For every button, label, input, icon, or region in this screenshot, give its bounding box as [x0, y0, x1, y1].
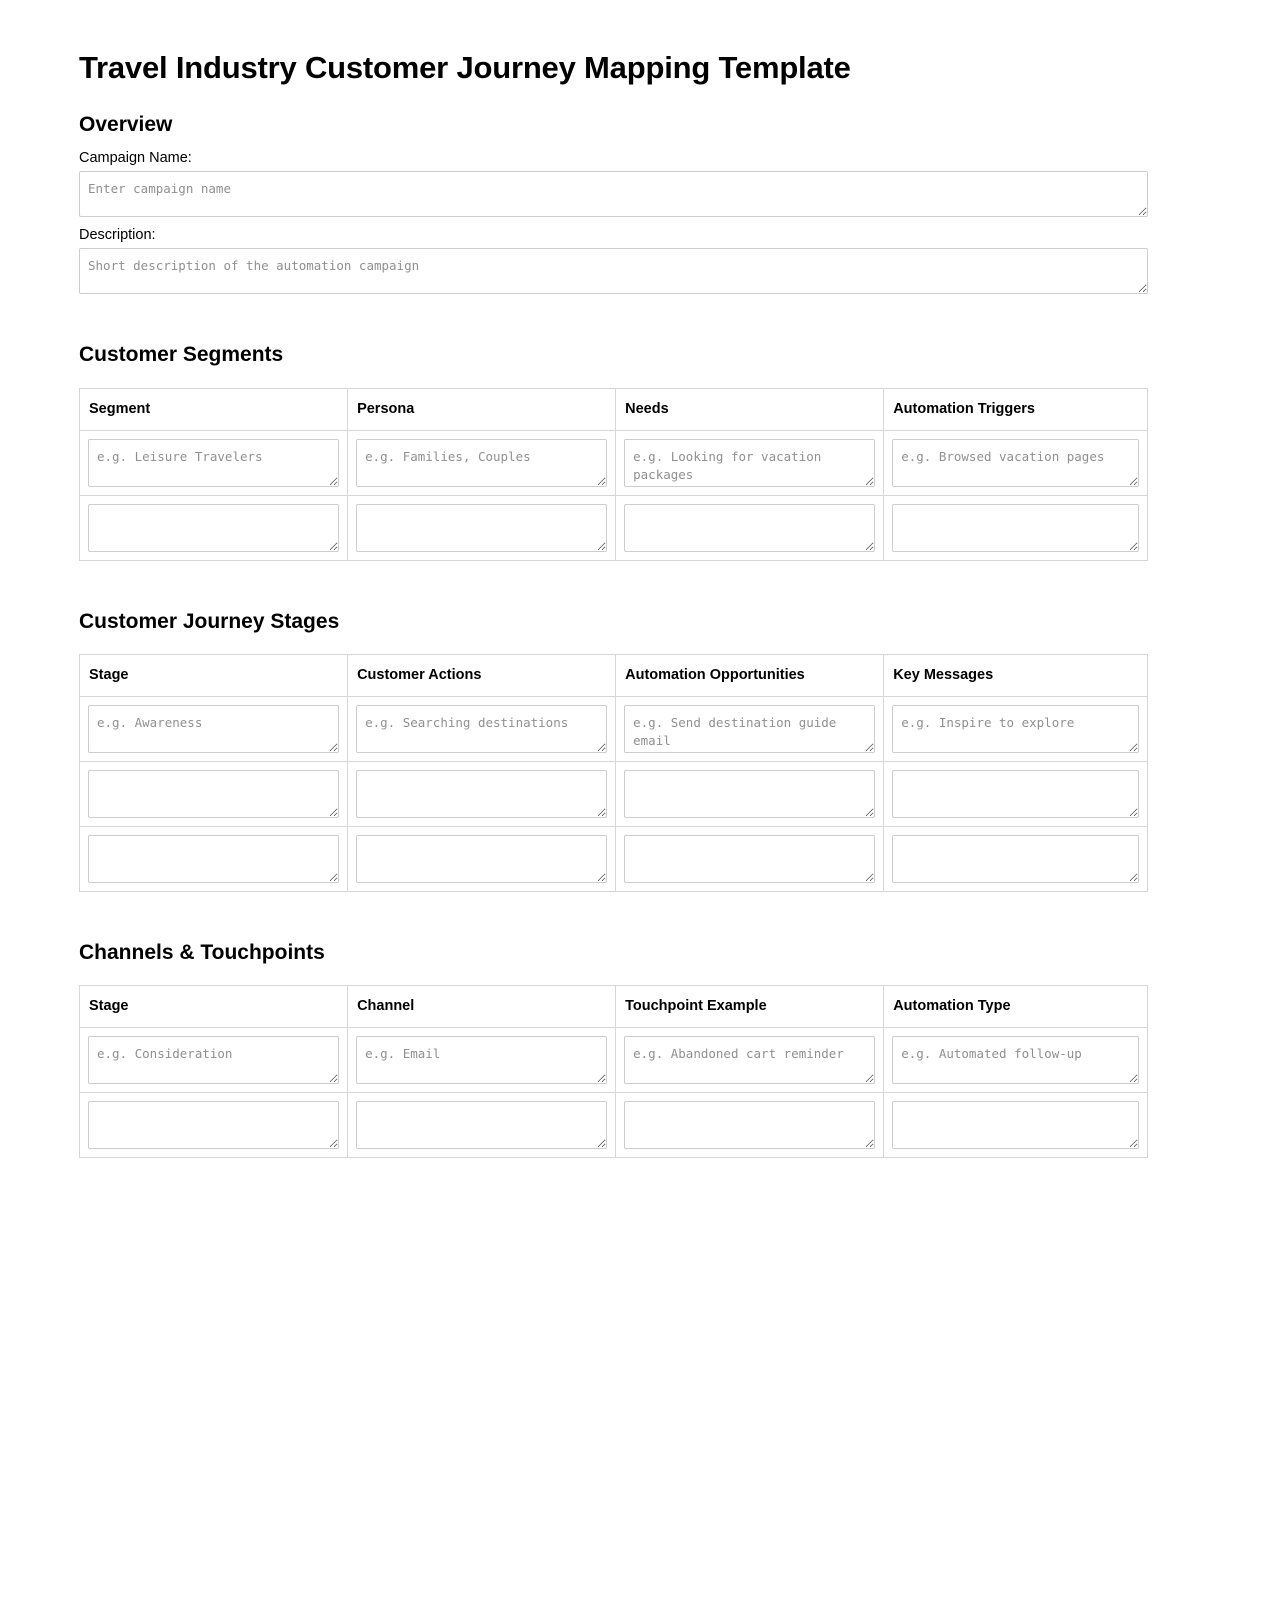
table-cell [884, 495, 1148, 560]
table-cell [884, 696, 1148, 761]
persona-input[interactable] [356, 439, 607, 487]
campaign-name-label: Campaign Name: [79, 149, 192, 166]
description-input[interactable] [79, 248, 1148, 294]
section-heading-channels-touchpoints: Channels & Touchpoints [79, 940, 325, 964]
customer-actions-input[interactable] [356, 770, 607, 818]
column-header-needs: Needs [616, 388, 884, 430]
table-cell [616, 1093, 884, 1158]
column-header-channel: Channel [348, 986, 616, 1028]
touchpoint-example-input[interactable] [624, 1036, 875, 1084]
table-cell [616, 430, 884, 495]
table-cell [884, 430, 1148, 495]
table-cell [80, 495, 348, 560]
column-header-persona: Persona [348, 388, 616, 430]
needs-input[interactable] [624, 504, 875, 552]
table-header-row [80, 388, 1148, 430]
channels-touchpoints-table [79, 985, 1148, 1158]
table-cell [348, 761, 616, 826]
stage-input[interactable] [88, 770, 339, 818]
column-header-customer-actions: Customer Actions [348, 655, 616, 697]
table-cell [80, 430, 348, 495]
table-row [80, 430, 1148, 495]
table-cell [348, 826, 616, 891]
table-row [80, 826, 1148, 891]
channel-input[interactable] [356, 1101, 607, 1149]
column-header-stage: Stage [80, 655, 348, 697]
key-messages-input[interactable] [892, 705, 1139, 753]
table-cell [616, 826, 884, 891]
table-cell [884, 1028, 1148, 1093]
stage-input[interactable] [88, 1101, 339, 1149]
table-row [80, 1093, 1148, 1158]
channel-input[interactable] [356, 1036, 607, 1084]
table-cell [616, 495, 884, 560]
column-header-segment: Segment [80, 388, 348, 430]
description-label: Description: [79, 227, 156, 244]
automation-opportunities-input[interactable] [624, 770, 875, 818]
table-row [80, 495, 1148, 560]
table-cell [616, 696, 884, 761]
table-cell [348, 430, 616, 495]
table-cell [884, 826, 1148, 891]
segment-input[interactable] [88, 439, 339, 487]
table-cell [80, 826, 348, 891]
journey-stages-table [79, 654, 1148, 892]
automation-opportunities-input[interactable] [624, 835, 875, 883]
column-header-touchpoint-example: Touchpoint Example [616, 986, 884, 1028]
automation-type-input[interactable] [892, 1036, 1139, 1084]
table-cell [884, 761, 1148, 826]
section-heading-customer-segments: Customer Segments [79, 343, 284, 367]
page-title: Travel Industry Customer Journey Mapping Template [79, 50, 851, 85]
column-header-automation-triggers: Automation Triggers [884, 388, 1148, 430]
touchpoint-example-input[interactable] [624, 1101, 875, 1149]
table-header-row [80, 655, 1148, 697]
customer-actions-input[interactable] [356, 835, 607, 883]
table-cell [616, 761, 884, 826]
table-cell [884, 1093, 1148, 1158]
table-row [80, 1028, 1148, 1093]
stage-input[interactable] [88, 1036, 339, 1084]
table-cell [80, 1028, 348, 1093]
persona-input[interactable] [356, 504, 607, 552]
column-header-automation-type: Automation Type [884, 986, 1148, 1028]
needs-input[interactable] [624, 439, 875, 487]
table-cell [348, 1093, 616, 1158]
stage-input[interactable] [88, 705, 339, 753]
table-cell [348, 1028, 616, 1093]
automation-triggers-input[interactable] [892, 504, 1139, 552]
column-header-stage: Stage [80, 986, 348, 1028]
table-row [80, 761, 1148, 826]
column-header-key-messages: Key Messages [884, 655, 1148, 697]
table-cell [80, 696, 348, 761]
table-cell [80, 1093, 348, 1158]
column-header-automation-opportunities: Automation Opportunities [616, 655, 884, 697]
campaign-name-input[interactable] [79, 171, 1148, 217]
table-cell [348, 696, 616, 761]
table-cell [616, 1028, 884, 1093]
customer-actions-input[interactable] [356, 705, 607, 753]
table-cell [348, 495, 616, 560]
table-row [80, 696, 1148, 761]
stage-input[interactable] [88, 835, 339, 883]
table-cell [80, 761, 348, 826]
section-heading-overview: Overview [79, 113, 173, 137]
segment-input[interactable] [88, 504, 339, 552]
automation-triggers-input[interactable] [892, 439, 1139, 487]
automation-type-input[interactable] [892, 1101, 1139, 1149]
section-heading-journey-stages: Customer Journey Stages [79, 609, 340, 633]
customer-segments-table [79, 388, 1148, 561]
key-messages-input[interactable] [892, 770, 1139, 818]
key-messages-input[interactable] [892, 835, 1139, 883]
table-header-row [80, 986, 1148, 1028]
automation-opportunities-input[interactable] [624, 705, 875, 753]
